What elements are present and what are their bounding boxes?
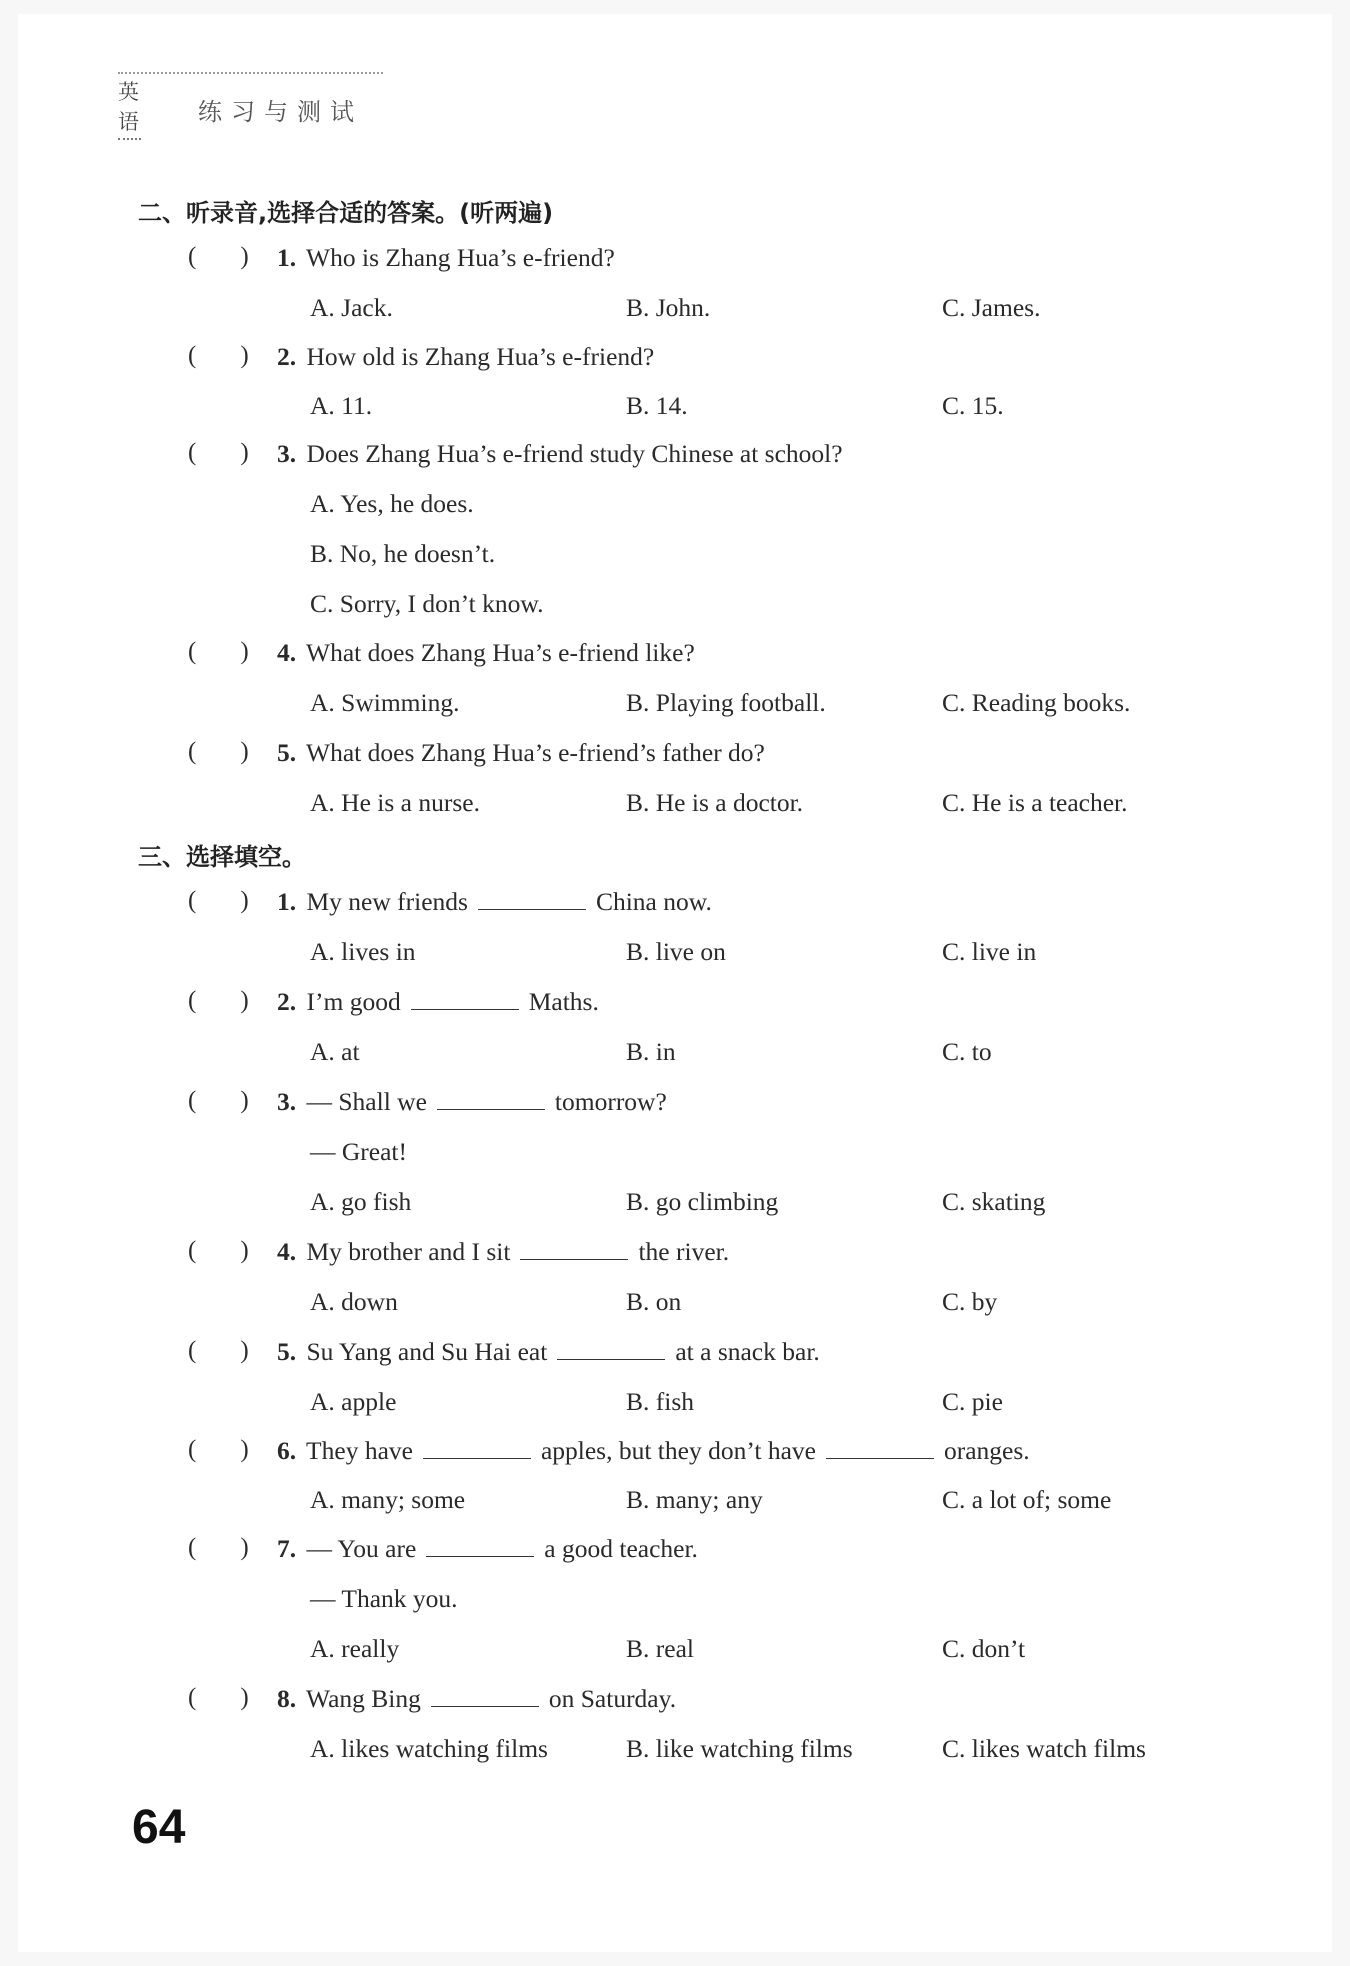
answer-paren: ( ): [188, 1087, 249, 1114]
header-dotted-rule: [118, 72, 383, 74]
dialogue-reply: — Thank you.: [310, 1584, 458, 1613]
option-b: B. real: [626, 1634, 694, 1663]
answer-paren: ( ): [188, 342, 249, 369]
answer-blank[interactable]: [426, 1555, 534, 1557]
option-a: A. Swimming.: [310, 688, 460, 717]
answer-paren: ( ): [188, 1337, 249, 1364]
option-b: B. Playing football.: [626, 688, 826, 717]
option-a: A. apple: [310, 1387, 397, 1416]
option-b: B. many; any: [626, 1485, 763, 1514]
option-b: B. He is a doctor.: [626, 788, 804, 817]
question: 3. Does Zhang Hua’s e-friend study Chinese at school?: [277, 439, 843, 468]
answer-paren: ( ): [188, 243, 249, 270]
answer-paren: ( ): [188, 1237, 249, 1264]
question: 1. My new friends China now.: [277, 887, 712, 916]
option-a: A. Yes, he does.: [310, 489, 474, 518]
option-b: B. like watching films: [626, 1734, 853, 1763]
option-c: C. skating: [942, 1187, 1046, 1216]
option-c: C. likes watch films: [942, 1734, 1146, 1763]
answer-paren: ( ): [188, 638, 249, 665]
question: 5. What does Zhang Hua’s e-friend’s father do?: [277, 738, 765, 767]
subject-tag: 英语: [118, 76, 141, 140]
option-c: C. Sorry, I don’t know.: [310, 589, 544, 618]
option-c: C. Reading books.: [942, 688, 1131, 717]
answer-paren: ( ): [188, 1436, 249, 1463]
option-a: A. down: [310, 1287, 398, 1316]
option-a: A. go fish: [310, 1187, 412, 1216]
option-b: B. John.: [626, 293, 711, 322]
option-b: B. live on: [626, 937, 726, 966]
question: 5. Su Yang and Su Hai eat at a snack bar.: [277, 1337, 820, 1366]
option-a: A. likes watching films: [310, 1734, 548, 1763]
answer-blank[interactable]: [478, 908, 586, 910]
option-b: B. on: [626, 1287, 682, 1316]
answer-blank[interactable]: [437, 1108, 545, 1110]
answer-paren: ( ): [188, 1684, 249, 1711]
option-b: B. fish: [626, 1387, 695, 1416]
option-a: A. He is a nurse.: [310, 788, 480, 817]
option-a: A. at: [310, 1037, 360, 1066]
option-c: C. by: [942, 1287, 998, 1316]
answer-blank[interactable]: [826, 1457, 934, 1459]
answer-paren: ( ): [188, 439, 249, 466]
question: 4. What does Zhang Hua’s e-friend like?: [277, 638, 695, 667]
option-a: A. Jack.: [310, 293, 393, 322]
question: 3. — Shall we tomorrow?: [277, 1087, 667, 1116]
option-a: A. lives in: [310, 937, 416, 966]
answer-paren: ( ): [188, 987, 249, 1014]
question: 6. They have apples, but they don’t have oranges.: [277, 1436, 1030, 1465]
option-a: A. many; some: [310, 1485, 466, 1514]
option-b: B. 14.: [626, 391, 688, 420]
option-b: B. No, he doesn’t.: [310, 539, 496, 568]
book-title: 练习与测试: [198, 98, 363, 126]
answer-blank[interactable]: [411, 1008, 519, 1010]
answer-blank[interactable]: [520, 1258, 628, 1260]
question: 7. — You are a good teacher.: [277, 1534, 698, 1563]
question: 1. Who is Zhang Hua’s e-friend?: [277, 243, 615, 272]
dialogue-reply: — Great!: [310, 1137, 407, 1166]
answer-paren: ( ): [188, 738, 249, 765]
page-number: 64: [132, 1801, 186, 1854]
option-c: C. 15.: [942, 391, 1004, 420]
question: 2. I’m good Maths.: [277, 987, 599, 1016]
answer-blank[interactable]: [423, 1457, 531, 1459]
answer-blank[interactable]: [431, 1705, 539, 1707]
question: 2. How old is Zhang Hua’s e-friend?: [277, 342, 655, 371]
option-c: C. live in: [942, 937, 1037, 966]
option-c: C. James.: [942, 293, 1041, 322]
answer-paren: ( ): [188, 1534, 249, 1561]
option-a: A. really: [310, 1634, 400, 1663]
option-b: B. in: [626, 1037, 676, 1066]
option-c: C. don’t: [942, 1634, 1026, 1663]
question: 4. My brother and I sit the river.: [277, 1237, 730, 1266]
section-3-heading: 三、选择填空。: [138, 843, 306, 871]
option-c: C. to: [942, 1037, 992, 1066]
answer-paren: ( ): [188, 887, 249, 914]
option-a: A. 11.: [310, 391, 373, 420]
section-2-heading: 二、听录音,选择合适的答案。(听两遍): [138, 199, 554, 227]
answer-blank[interactable]: [557, 1358, 665, 1360]
option-b: B. go climbing: [626, 1187, 779, 1216]
option-c: C. He is a teacher.: [942, 788, 1128, 817]
option-c: C. pie: [942, 1387, 1003, 1416]
question: 8. Wang Bing on Saturday.: [277, 1684, 677, 1713]
option-c: C. a lot of; some: [942, 1485, 1112, 1514]
